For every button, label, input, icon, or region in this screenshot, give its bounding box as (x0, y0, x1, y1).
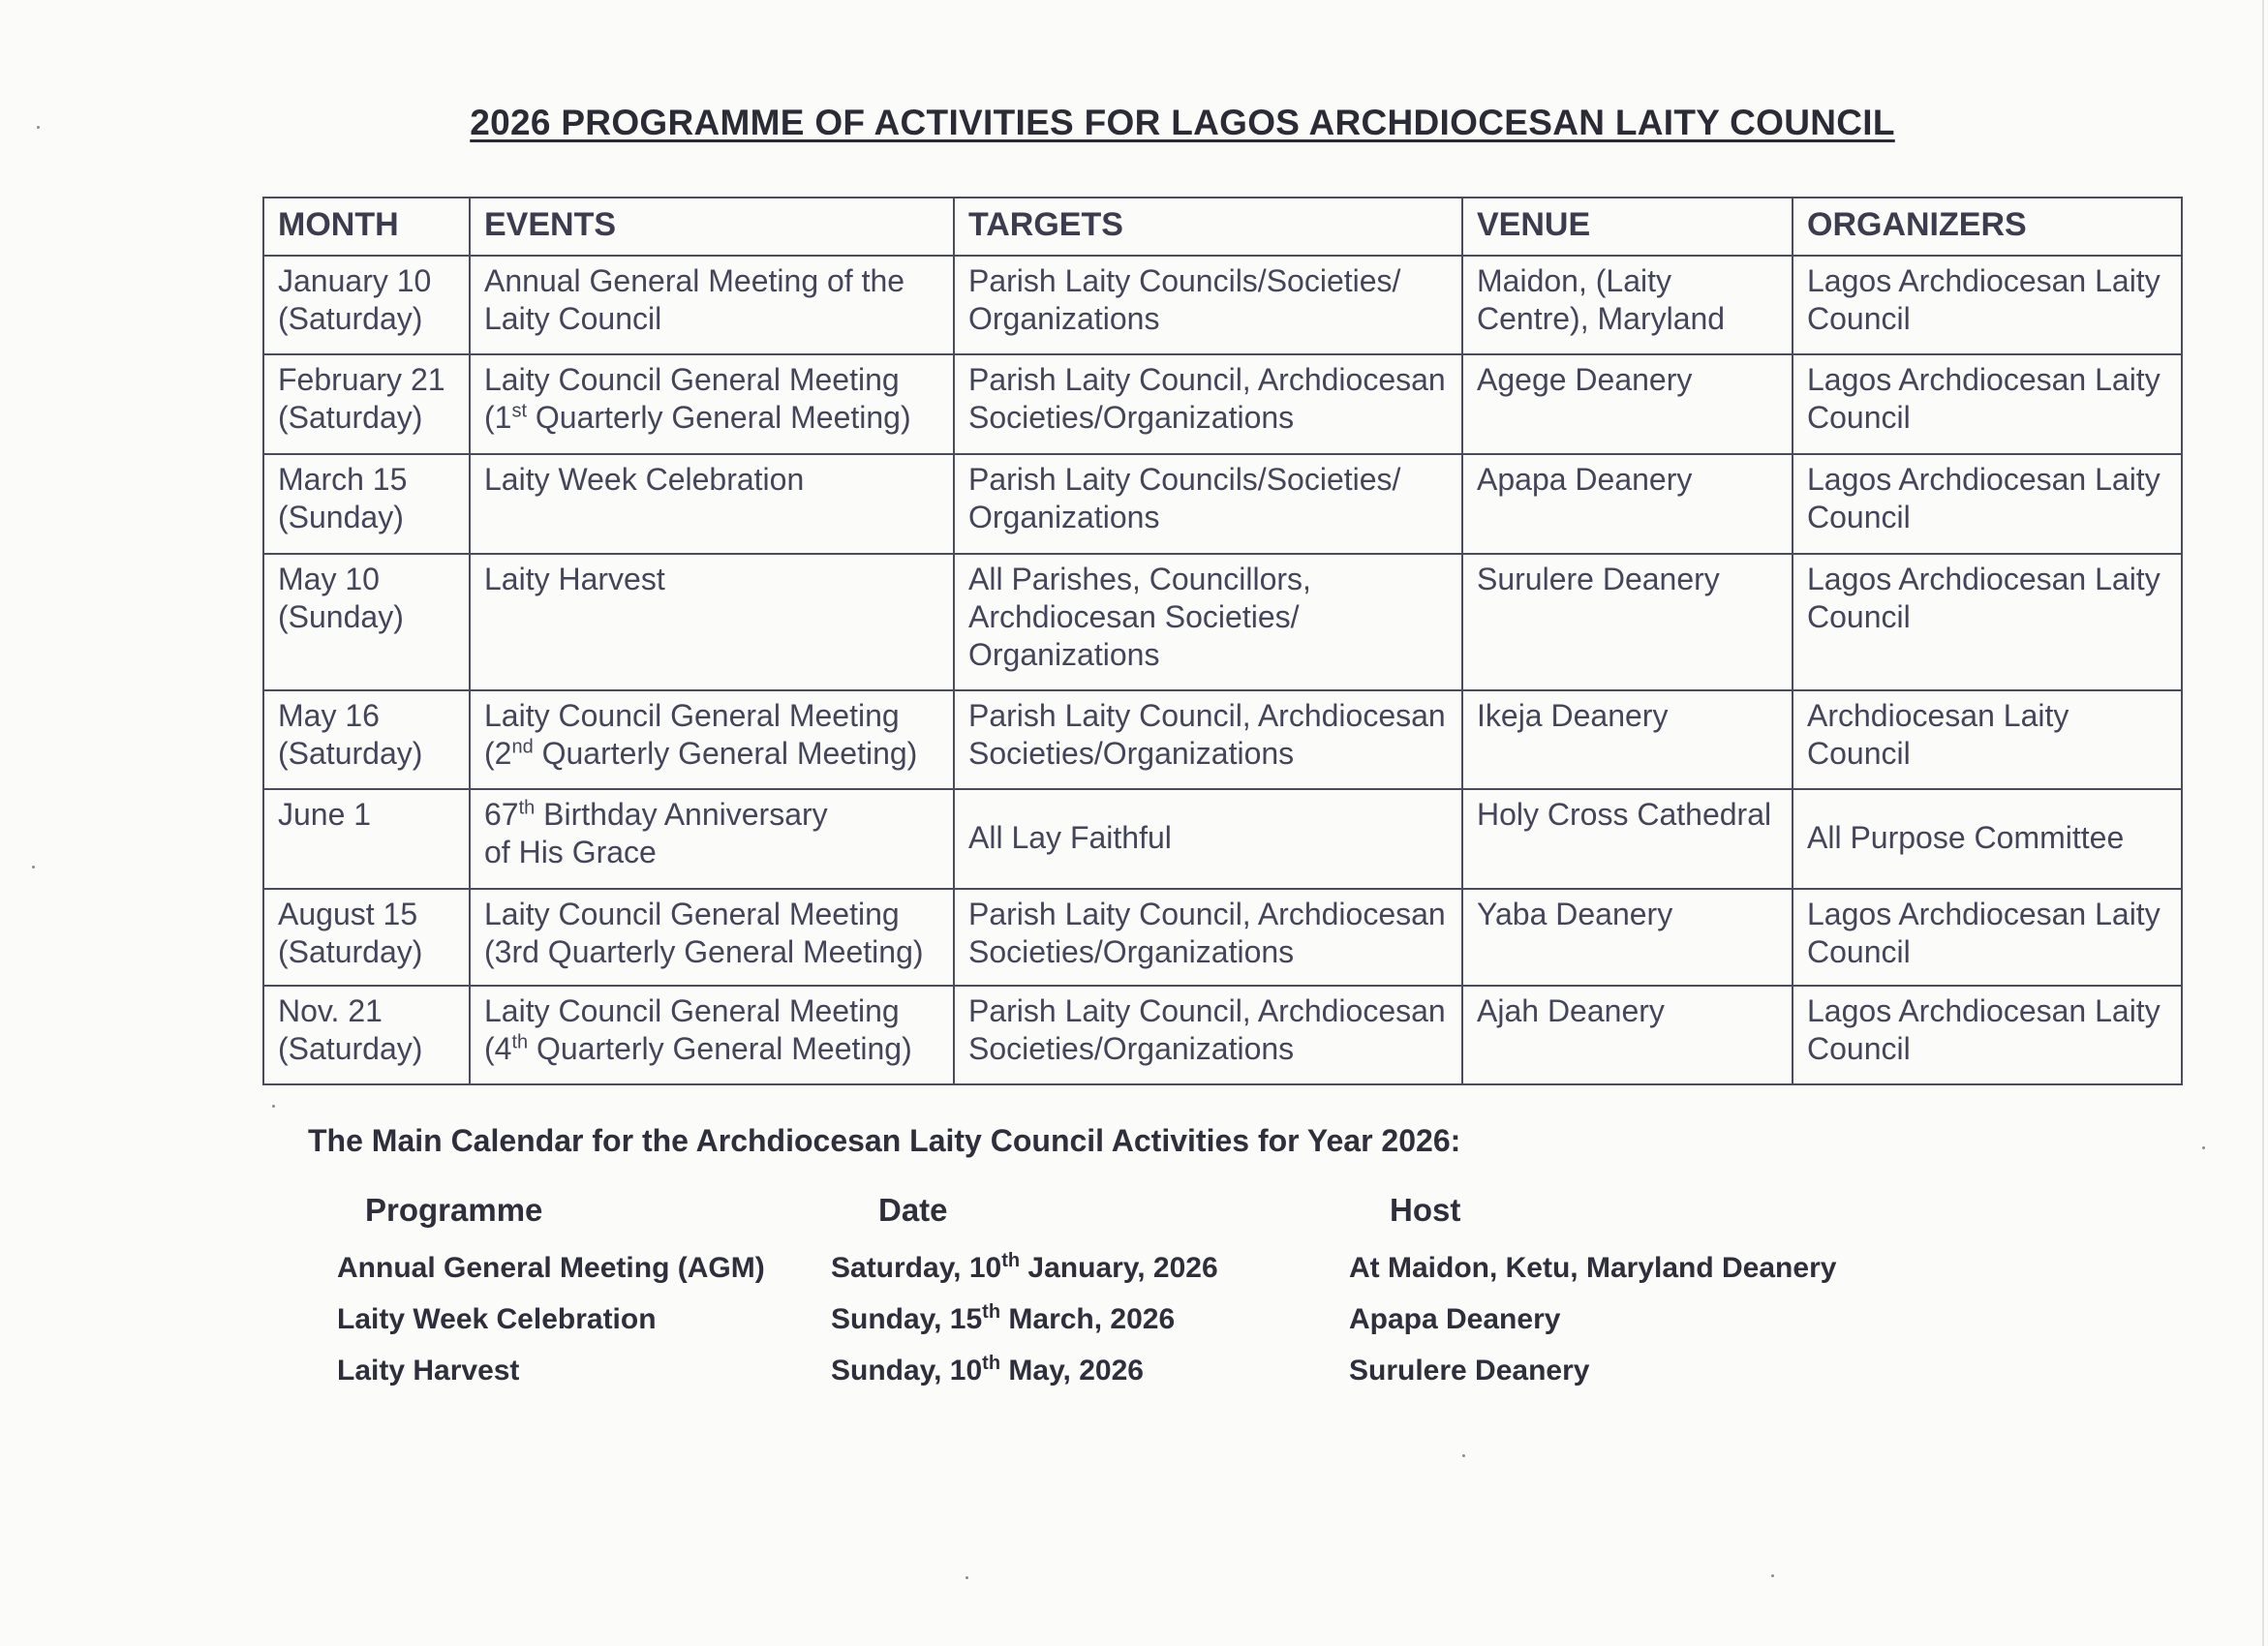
document-title: 2026 PROGRAMME OF ACTIVITIES FOR LAGOS ARCHDIOCESAN LAITY COUNCIL (470, 103, 1895, 142)
organizer-cell: Lagos Archdiocesan Laity Council (1793, 454, 2182, 554)
event-cell: Laity Harvest (470, 554, 954, 690)
target-cell: Parish Laity Councils/Societies/ Organizations (954, 256, 1462, 354)
event-cell: Laity Council General Meeting (3rd Quarterly General Meeting) (470, 889, 954, 986)
table-row (263, 690, 2182, 789)
table-row (263, 256, 2182, 354)
table-row (263, 889, 2182, 986)
organizer-cell: Archdiocesan Laity Council (1793, 690, 2182, 789)
scan-speck (2202, 1146, 2205, 1149)
venue-cell: Agege Deanery (1462, 354, 1793, 454)
calendar-header-date: Date (878, 1192, 948, 1228)
organizer-cell: Lagos Archdiocesan Laity Council (1793, 554, 2182, 690)
target-cell: Parish Laity Councils/Societies/ Organizations (954, 454, 1462, 554)
venue-cell: Maidon, (Laity Centre), Maryland (1462, 256, 1793, 354)
calendar-heading: The Main Calendar for the Archdiocesan Laity Council Activities for Year 2026: (308, 1123, 1461, 1158)
header-month: MONTH (263, 198, 470, 256)
venue-cell: Surulere Deanery (1462, 554, 1793, 690)
month-cell: August 15 (Saturday) (263, 889, 470, 986)
target-cell: Parish Laity Council, Archdiocesan Societies/Organizations (954, 354, 1462, 454)
month-cell: May 10 (Sunday) (263, 554, 470, 690)
event-cell: Annual General Meeting of the Laity Council (470, 256, 954, 354)
month-cell: March 15 (Sunday) (263, 454, 470, 554)
month-cell: June 1 (263, 789, 470, 889)
calendar-header-programme: Programme (365, 1192, 543, 1228)
event-cell: Laity Council General Meeting (4th Quarterly General Meeting) (470, 986, 954, 1084)
table-row (263, 454, 2182, 554)
venue-cell: Apapa Deanery (1462, 454, 1793, 554)
header-targets: TARGETS (954, 198, 1462, 256)
organizer-cell: Lagos Archdiocesan Laity Council (1793, 354, 2182, 454)
calendar-header-host: Host (1390, 1192, 1461, 1228)
event-cell: Laity Week Celebration (470, 454, 954, 554)
calendar-programme: Laity Week Celebration (337, 1303, 657, 1335)
calendar-host: At Maidon, Ketu, Maryland Deanery (1349, 1252, 1837, 1284)
calendar-programme: Laity Harvest (337, 1355, 520, 1387)
target-cell: Parish Laity Council, Archdiocesan Societies/Organizations (954, 690, 1462, 789)
organizer-cell: Lagos Archdiocesan Laity Council (1793, 256, 2182, 354)
header-events: EVENTS (470, 198, 954, 256)
calendar-programme: Annual General Meeting (AGM) (337, 1252, 765, 1284)
target-cell: Parish Laity Council, Archdiocesan Societies/Organizations (954, 889, 1462, 986)
organizer-cell: Lagos Archdiocesan Laity Council (1793, 986, 2182, 1084)
event-cell: Laity Council General Meeting (1st Quarterly General Meeting) (470, 354, 954, 454)
programme-table (262, 197, 2183, 1085)
venue-cell: Ajah Deanery (1462, 986, 1793, 1084)
calendar-date: Sunday, 10th May, 2026 (831, 1353, 1144, 1387)
target-cell: Parish Laity Council, Archdiocesan Societies/Organizations (954, 986, 1462, 1084)
table-row (263, 789, 2182, 889)
month-cell: Nov. 21 (Saturday) (263, 986, 470, 1084)
venue-cell: Yaba Deanery (1462, 889, 1793, 986)
header-venue: VENUE (1462, 198, 1793, 256)
month-cell: May 16 (Saturday) (263, 690, 470, 789)
calendar-host: Surulere Deanery (1349, 1355, 1590, 1387)
event-cell: 67th Birthday Anniversary of His Grace (470, 789, 954, 889)
scan-speck (32, 866, 35, 869)
header-organizers: ORGANIZERS (1793, 198, 2182, 256)
target-cell: All Lay Faithful (954, 789, 1462, 889)
scan-edge (2262, 0, 2264, 1646)
month-cell: January 10 (Saturday) (263, 256, 470, 354)
organizer-cell: All Purpose Committee (1793, 789, 2182, 889)
month-cell: February 21 (Saturday) (263, 354, 470, 454)
table-row (263, 554, 2182, 690)
organizer-cell: Lagos Archdiocesan Laity Council (1793, 889, 2182, 986)
table-header-row (263, 198, 2182, 256)
table-row (263, 986, 2182, 1084)
venue-cell: Ikeja Deanery (1462, 690, 1793, 789)
calendar-date: Saturday, 10th January, 2026 (831, 1250, 1218, 1284)
scan-speck (1771, 1574, 1774, 1577)
event-cell: Laity Council General Meeting (2nd Quarterly General Meeting) (470, 690, 954, 789)
scan-speck (965, 1576, 968, 1579)
target-cell: All Parishes, Councillors, Archdiocesan Societies/ Organizations (954, 554, 1462, 690)
scan-speck (272, 1105, 275, 1108)
scan-speck (37, 126, 40, 129)
scan-speck (1462, 1454, 1465, 1457)
table-row (263, 354, 2182, 454)
venue-cell: Holy Cross Cathedral (1462, 789, 1793, 889)
calendar-date: Sunday, 15th March, 2026 (831, 1301, 1176, 1335)
calendar-host: Apapa Deanery (1349, 1303, 1561, 1335)
